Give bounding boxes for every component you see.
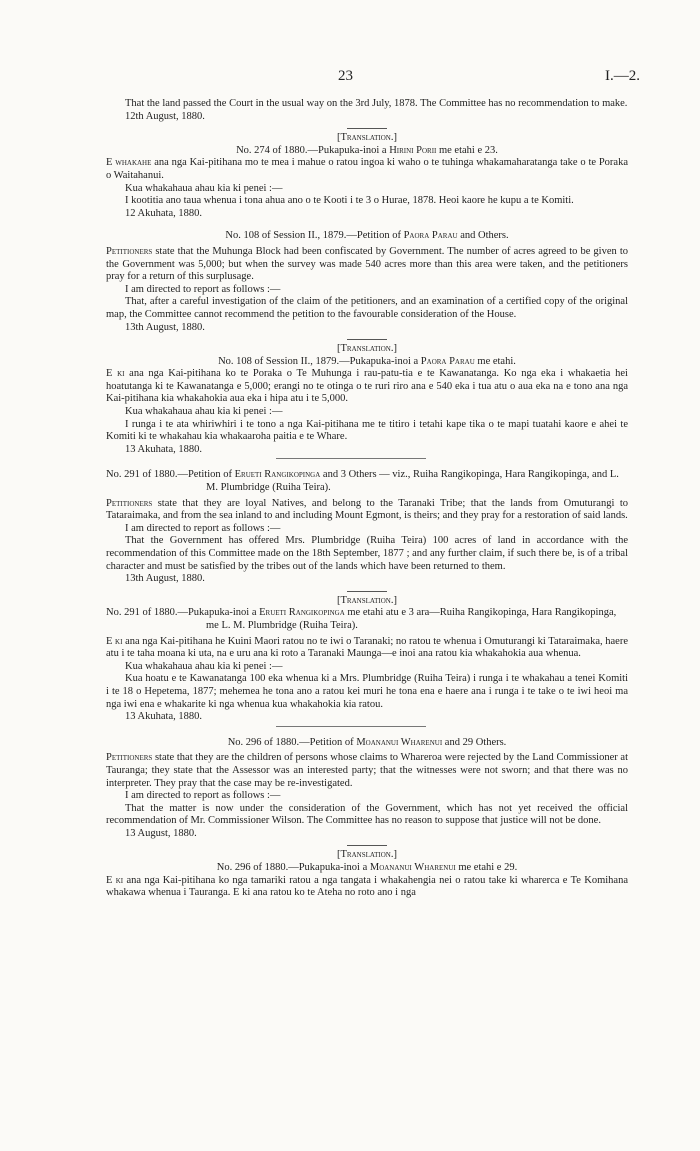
petitioner-name: Hirini Porii: [389, 144, 437, 156]
section-5-date: 13th August, 1880.: [125, 573, 205, 585]
section-divider: [276, 726, 426, 727]
paper-reference: I.—2.: [605, 68, 640, 84]
section-5-report: That the Government has offered Mrs. Plumbridge (Ruiha Teira) 100 acres of land in accordance with the recommendation of this Committee made on the 18th September, 1877 ; and any further claim, if such there be, is of a tribal character and must be satisfied by the tribes out of the lands which have been returned to them.: [106, 535, 628, 572]
lead-in: Petitioners: [106, 497, 153, 509]
petitioner-name: Moananui Wharenui: [356, 736, 443, 748]
section-5-heading: [106, 469, 628, 494]
translation-label: [Translation.]: [337, 594, 397, 606]
translation-label: [Translation.]: [337, 132, 397, 144]
heading-part: me etahi atu e 3 ara—Ruiha Rangikopinga, Hara Rangikopinga, me L. M. Plumbridge (Ruiha Teira).: [206, 607, 617, 631]
section-5-directive: I am directed to report as follows :—: [125, 522, 281, 534]
section-2-directive: Kua whakahaua ahau kia ki penei :—: [125, 182, 283, 194]
heading-part: No. 291 of 1880.—Petition of: [106, 469, 235, 481]
heading-part: No. 108 of Session II., 1879.—Petition of: [225, 230, 404, 242]
paragraph-text: ana nga Kai-pitihana ko nga tamariki ratou a nga tangata i whakahengia nei o ratou take ki wharerca e Te Komihana whakawa whenua i Tauranga. E ki ana ratou ko te Ateha no roto ano i nga: [106, 874, 628, 899]
paragraph-text: ana nga Kai-pitihana ko te Poraka o Te Muhunga i rau-patu-tia e te Kawanatanga. Ko nga eka i whakaetia hei hoatutanga ki te Kawanatanga e 5,000; erangi no te otinga o te ruri riro ana e 540 eka i tua atu o aua eka na e tono ana nga Kai-pitihana kia whakahokia aua eka i hipa atu i te 5,000.: [106, 368, 628, 405]
page-body: [106, 98, 628, 900]
heading-part: and 3 Others — viz., Ruiha Rangikopinga, Hara Rangikopinga, and L. M. Plumbridge (Ruiha Teira).: [206, 469, 619, 494]
section-1-paragraph: That the land passed the Court in the usual way on the 3rd July, 1878. The Committee has no recommendation to make.: [125, 98, 628, 109]
section-6-report: Kua hoatu e te Kawanatanga 100 eka whenua ki a Mrs. Plumbridge (Ruiha Teira) i runga i te whakahau a tenei Komiti i te 18 o Hepetema, 1877; mehemea he tona ano a ratou kei muri he tona ena e haere ana i runga i te take o te iwi heoi ma nga iwi ena e whakarite ki nga whenua kua whakahokia kia ratou.: [106, 673, 628, 710]
section-divider: [347, 339, 387, 340]
section-divider: [347, 845, 387, 846]
petitioner-name: Erueti Rangikopinga: [234, 469, 321, 481]
section-7-heading: [106, 737, 628, 750]
lead-in: E ki: [106, 874, 124, 886]
petitioner-name: Paora Parau: [403, 230, 458, 242]
section-3-directive: I am directed to report as follows :—: [125, 283, 281, 295]
heading-part: No. 296 of 1880.—Petition of: [227, 736, 357, 748]
section-7-date: 13 August, 1880.: [125, 827, 197, 839]
section-3-report: That, after a careful investigation of the claim of the petitioners, and an examination of a certified copy of the original map, the Committee cannot recommend the petition to the favourable consideration of the House.: [106, 296, 628, 320]
section-divider: [347, 128, 387, 129]
section-2-translation-label: [106, 132, 628, 145]
section-6-date: 13 Akuhata, 1880.: [125, 711, 202, 723]
heading-part: No. 296 of 1880.—Pukapuka-inoi a: [216, 862, 370, 874]
section-2-report: I kootitia ano taua whenua i tona ahua ano o te Kooti i te 3 o Hurae, 1878. Heoi kaore he kupu a te Komiti.: [125, 195, 574, 207]
petitioner-name: Paora Parau: [420, 355, 475, 367]
heading-part: and 29 Others.: [442, 736, 507, 748]
section-7-paragraph: [106, 752, 628, 790]
lead-in: Petitioners: [106, 245, 153, 257]
heading-part: No. 291 of 1880.—Pukapuka-inoi a: [106, 607, 260, 619]
paragraph-text: state that the Muhunga Block had been confiscated by Government. The number of acres agreed to be given to the Government was 5,000; but when the survey was made 540 acres more than this area were taken, and the petitioners pray for a return of this surplusage.: [106, 245, 628, 283]
heading-part: me etahi e 29.: [455, 862, 518, 874]
section-2-date: 12 Akuhata, 1880.: [125, 207, 202, 219]
section-5-paragraph: [106, 498, 628, 523]
paragraph-text: ana nga Kai-pitihana he Kuini Maori ratou no te iwi o Taranaki; no ratou te whenua i Omuturangi ki Tataraimaka, haere atu i te taha moana ki uta, na e uru ana ki roto a Taranaki Maunga—e inoi ana ratou kia whakahokia aua whenua.: [106, 635, 628, 660]
page-number: 23: [338, 68, 353, 84]
section-6-translation-label: [106, 595, 628, 608]
section-7-directive: I am directed to report as follows :—: [125, 790, 281, 802]
translation-label: [Translation.]: [337, 343, 397, 355]
section-3-paragraph: [106, 246, 628, 284]
lead-in: Petitioners: [106, 752, 153, 764]
section-4-report: I runga i te ata whiriwhiri i te tono a nga Kai-pitihana me te titiro i tetahi kape tika o te mapi tuatahi kaore e ahei te Komiti ki te whakahau kia whakaaroha paitia e te Whare.: [106, 418, 628, 443]
section-4-date: 13 Akuhata, 1880.: [125, 443, 202, 455]
petitioner-name: Erueti Rangikopinga: [259, 607, 345, 619]
section-6-heading: [106, 607, 628, 632]
section-3-date: 13th August, 1880.: [125, 321, 205, 333]
section-6-paragraph: [106, 636, 628, 661]
heading-part: me etahi e 23.: [436, 144, 498, 156]
section-6-directive: Kua whakahaua ahau kia ki penei :—: [125, 660, 283, 672]
heading-part: and Others.: [457, 230, 509, 242]
translation-label: [Translation.]: [337, 849, 397, 861]
section-7-report: That the matter is now under the consideration of the Government, which has not yet received the official recommendation of Mr. Commissioner Wilson. The Committee has no reason to suppose that justice will not be done.: [106, 802, 628, 827]
section-1-date: 12th August, 1880.: [125, 110, 205, 122]
heading-part: me etahi.: [474, 355, 516, 367]
section-4-heading: [106, 356, 628, 369]
section-divider: [347, 591, 387, 592]
section-8-paragraph: [106, 875, 628, 900]
paragraph-text: state that they are the children of persons whose claims to Whareroa were rejected by the Land Commissioner at Tauranga; they state that the Assessor was an interested party; that the witnesses were not sworn; and that there was no interpreter. They pray that the case may be re-investigated.: [106, 752, 628, 789]
section-4-paragraph: [106, 368, 628, 406]
section-4-directive: Kua whakahaua ahau kia ki penei :—: [125, 406, 283, 418]
lead-in: E ki: [106, 368, 125, 380]
section-2-paragraph: [106, 157, 628, 182]
section-8-heading: [106, 862, 628, 875]
heading-part: No. 274 of 1880.—Pukapuka-inoi a: [236, 144, 390, 156]
lead-in: E whakahe: [106, 157, 152, 169]
section-2-heading: [106, 145, 628, 158]
section-4-translation-label: [106, 343, 628, 356]
lead-in: E ki: [106, 635, 123, 647]
section-3-heading: [106, 230, 628, 243]
paragraph-text: state that they are loyal Natives, and belong to the Taranaki Tribe; that the lands from Omuturangi to Tataraimaka, and from the sea inland to and including Mount Egmont, is theirs; and they pray for a restoration of said lands.: [106, 497, 628, 522]
paragraph-text: ana nga Kai-pitihana mo te mea i mahue o ratou ingoa ki waho o te tuhinga whakamaharatanga take o te Poraka o Waitahanui.: [106, 157, 628, 181]
heading-part: No. 108 of Session II., 1879.—Pukapuka-inoi a: [218, 355, 421, 367]
petitioner-name: Moananui Wharenui: [369, 862, 456, 874]
section-divider: [276, 458, 426, 459]
section-8-translation-label: [106, 849, 628, 862]
